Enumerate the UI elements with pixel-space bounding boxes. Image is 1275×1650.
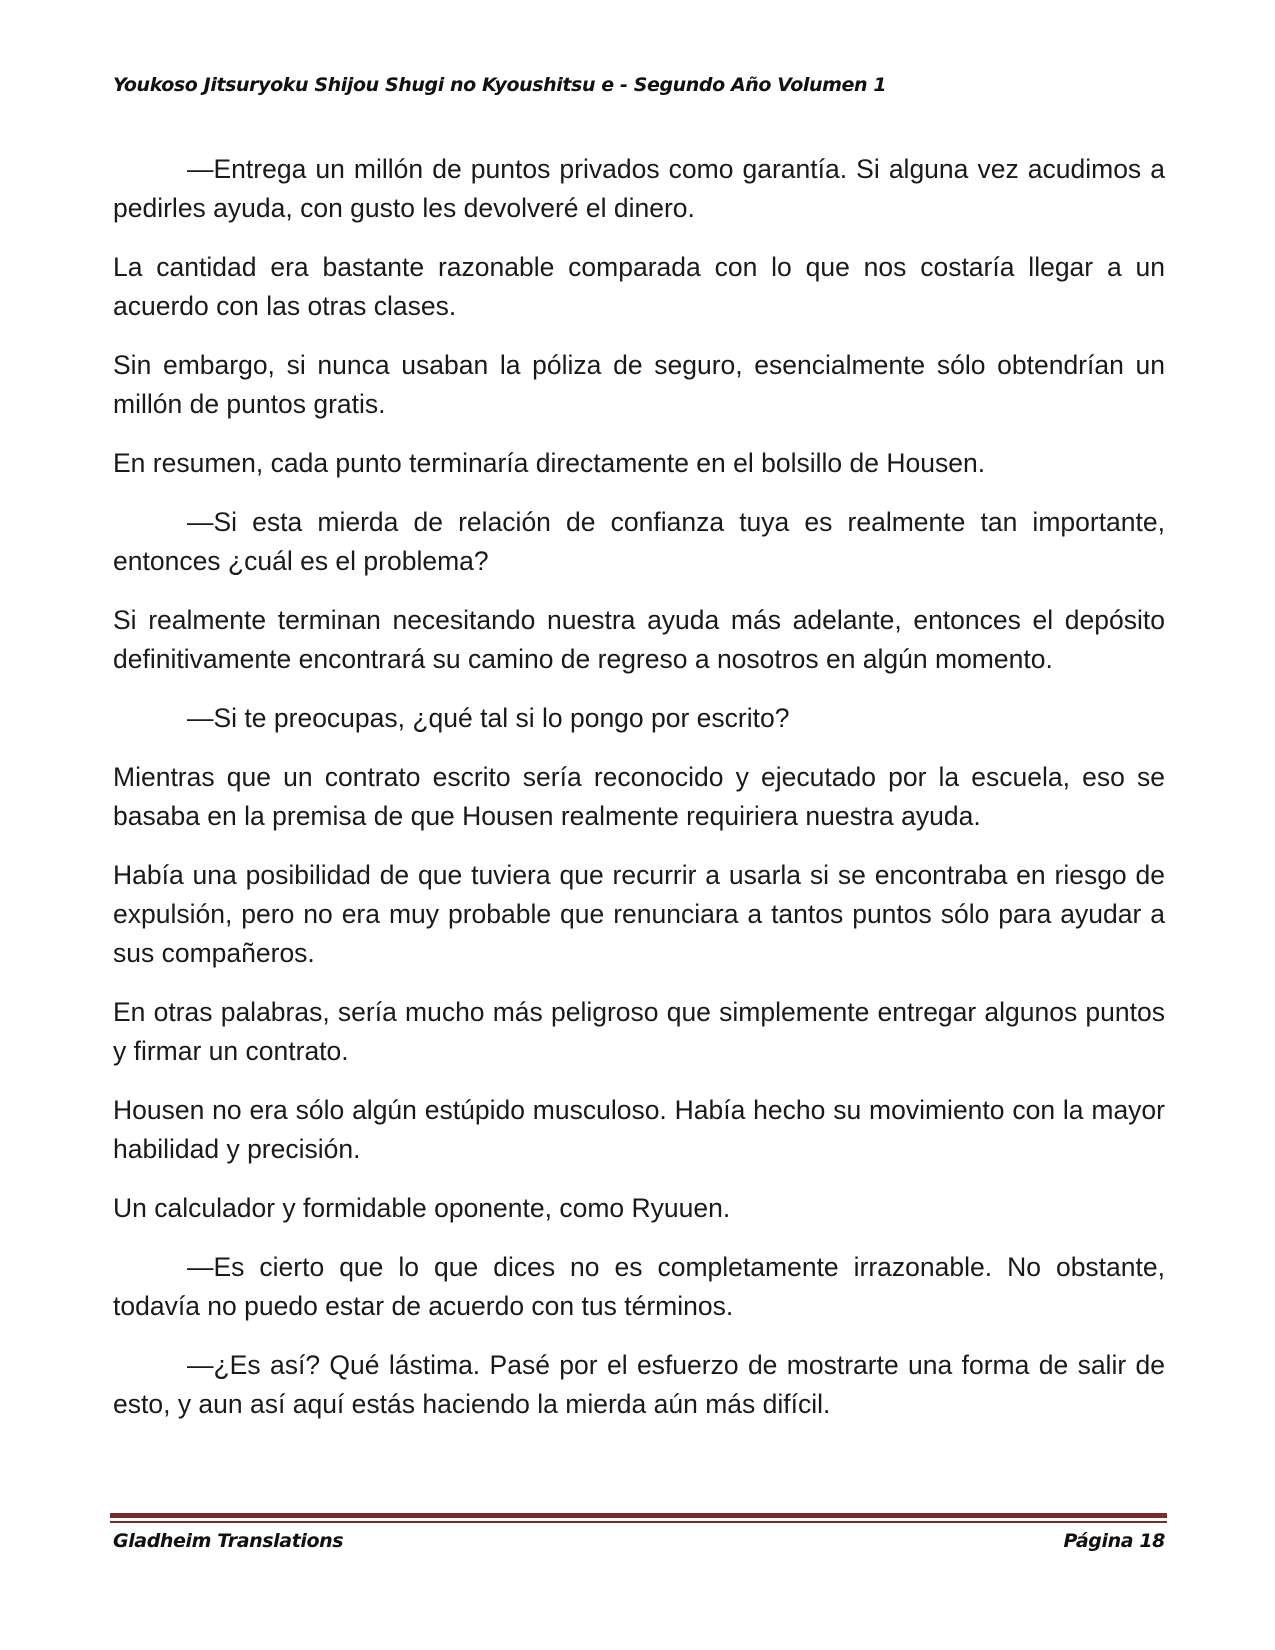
paragraph-dialogue: —Es cierto que lo que dices no es completamente irrazonable. No obstante, todavía no puedo estar de acuerdo con tus términos. [113,1252,1165,1321]
running-header-title: Youkoso Jitsuryoku Shijou Shugi no Kyoushitsu e - Segundo Año Volumen 1 [113,74,887,96]
paragraph: Housen no era sólo algún estúpido musculoso. Había hecho su movimiento con la mayor habilidad y precisión. [113,1095,1165,1164]
paragraph: Un calculador y formidable oponente, como Ryuuen. [113,1193,731,1223]
paragraph: Si realmente terminan necesitando nuestra ayuda más adelante, entonces el depósito definitivamente encontrará su camino de regreso a nosotros en algún momento. [113,605,1165,674]
paragraph-dialogue: —Si te preocupas, ¿qué tal si lo pongo por escrito? [187,703,790,733]
footer-divider-thick [110,1513,1167,1518]
paragraph: Sin embargo, si nunca usaban la póliza de seguro, esencialmente sólo obtendrían un millón de puntos gratis. [113,350,1165,419]
paragraph-dialogue: —¿Es así? Qué lástima. Pasé por el esfuerzo de mostrarte una forma de salir de esto, y aun así aquí estás haciendo la mierda aún más difícil. [113,1350,1165,1419]
page-body [113,150,1165,1444]
paragraph-dialogue: —Entrega un millón de puntos privados como garantía. Si alguna vez acudimos a pedirles ayuda, con gusto les devolveré el dinero. [113,154,1165,223]
paragraph: Mientras que un contrato escrito sería reconocido y ejecutado por la escuela, eso se basaba en la premisa de que Housen realmente requiriera nuestra ayuda. [113,762,1165,831]
footer-page-number: Página 18 [1063,1530,1165,1552]
paragraph-dialogue: —Si esta mierda de relación de confianza tuya es realmente tan importante, entonces ¿cuál es el problema? [113,507,1165,576]
footer-divider-thin [110,1521,1167,1523]
footer-translator-credit: Gladheim Translations [113,1530,344,1552]
paragraph: En resumen, cada punto terminaría directamente en el bolsillo de Housen. [113,448,986,478]
paragraph: En otras palabras, sería mucho más peligroso que simplemente entregar algunos puntos y firmar un contrato. [113,997,1165,1066]
paragraph: La cantidad era bastante razonable comparada con lo que nos costaría llegar a un acuerdo con las otras clases. [113,252,1165,321]
paragraph: Había una posibilidad de que tuviera que recurrir a usarla si se encontraba en riesgo de expulsión, pero no era muy probable que renunciara a tantos puntos sólo para ayudar a sus compañeros. [113,860,1165,968]
